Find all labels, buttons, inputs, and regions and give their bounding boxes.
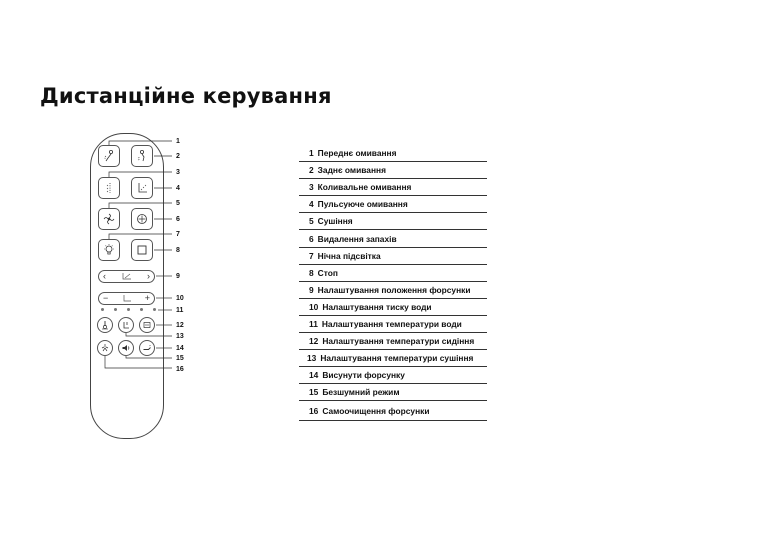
legend-item: 5 Сушіння: [299, 213, 487, 230]
callout-number: 13: [176, 333, 184, 340]
legend-item: 7 Нічна підсвітка: [299, 248, 487, 265]
callout-number: 4: [176, 185, 180, 192]
legend-item: 10 Налаштування тиску води: [299, 299, 487, 316]
legend-item: 2 Заднє омивання: [299, 162, 487, 179]
callout-number: 7: [176, 231, 180, 238]
chevron-right-icon[interactable]: ›: [147, 271, 150, 281]
legend-item: 3 Коливальне омивання: [299, 179, 487, 196]
page-title: Дистанційне керування: [40, 84, 332, 108]
minus-icon[interactable]: −: [103, 293, 109, 303]
legend-item: 4 Пульсуюче омивання: [299, 196, 487, 213]
callout-number: 2: [176, 153, 180, 160]
callout-number: 10: [176, 295, 184, 302]
legend-item: 6 Видалення запахів: [299, 230, 487, 247]
legend-item: 8 Стоп: [299, 265, 487, 282]
legend-item: 1 Переднє омивання: [299, 145, 487, 162]
callout-number: 9: [176, 273, 180, 280]
callout-number: 14: [176, 345, 184, 352]
callout-number: 15: [176, 355, 184, 362]
callout-number: 11: [176, 307, 184, 314]
callout-number: 16: [176, 366, 184, 373]
legend-item: 13 Налаштування температури сушіння: [299, 350, 487, 367]
button-legend-list: [299, 145, 487, 421]
callout-number: 3: [176, 169, 180, 176]
legend-item: 14 Висунути форсунку: [299, 367, 487, 384]
callout-number: 12: [176, 322, 184, 329]
legend-end-divider: [458, 420, 472, 421]
plus-icon[interactable]: +: [144, 293, 150, 303]
legend-item: 15 Безшумний режим: [299, 384, 487, 401]
callout-number: 5: [176, 200, 180, 207]
legend-item: 12 Налаштування температури сидіння: [299, 333, 487, 350]
chevron-left-icon[interactable]: ‹: [103, 271, 106, 281]
callout-number: 1: [176, 138, 180, 145]
callout-number: 6: [176, 216, 180, 223]
legend-item: 16 Самоочищення форсунки: [299, 401, 487, 421]
callout-number: 8: [176, 247, 180, 254]
legend-item: 9 Налаштування положення форсунки: [299, 282, 487, 299]
legend-item: 11 Налаштування температури води: [299, 316, 487, 333]
